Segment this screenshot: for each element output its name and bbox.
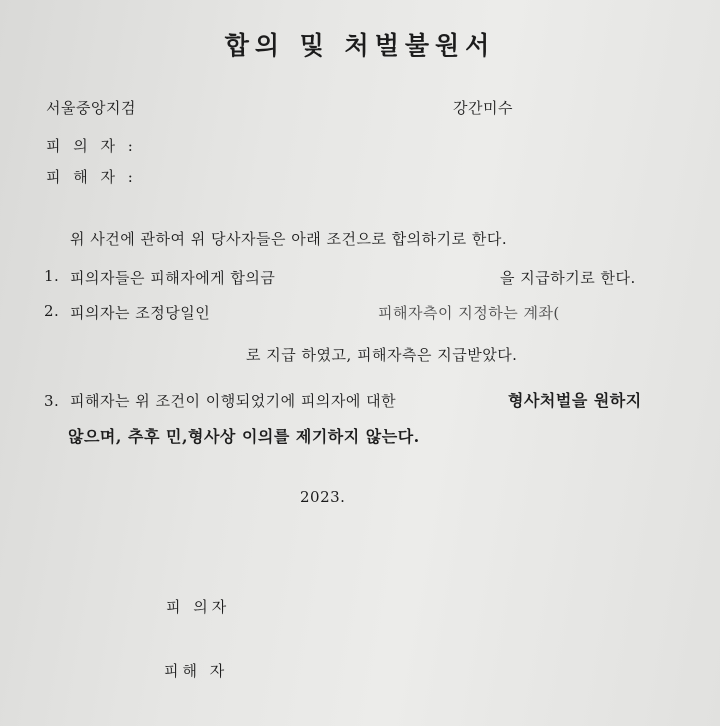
clause-1-number: 1. xyxy=(44,267,60,285)
case-type: 강간미수 xyxy=(453,99,513,117)
clause-3-number: 3. xyxy=(44,392,60,410)
document-title: 합의 및 처벌불원서 xyxy=(224,31,496,60)
clause-3-text: 피해자는 위 조건이 이행되었기에 피의자에 대한 xyxy=(70,392,397,410)
clause-3-bold-text-2: 않으며, 추후 민,형사상 이의를 제기하지 않는다. xyxy=(68,427,420,446)
clause-1-text: 피의자들은 피해자에게 합의금 xyxy=(70,269,276,287)
suspect-label: 피 의 자 : xyxy=(46,137,137,155)
clause-2-number: 2. xyxy=(44,302,60,320)
clause-2-text-account: 피해자측이 지정하는 계좌( xyxy=(378,304,560,322)
signature-victim: 피해 자 xyxy=(164,662,229,680)
court-name: 서울중앙지검 xyxy=(46,99,136,117)
victim-label: 피 해 자 : xyxy=(46,168,137,186)
clause-2-text-end: 로 지급 하였고, 피해자측은 지급받았다. xyxy=(246,346,518,364)
signature-suspect: 피 의자 xyxy=(166,598,231,616)
clause-2-text: 피의자는 조정당일인 xyxy=(70,304,211,322)
intro-sentence: 위 사건에 관하여 위 당사자들은 아래 조건으로 합의하기로 한다. xyxy=(70,230,508,248)
document-date: 2023. xyxy=(300,488,346,506)
clause-1-text-end: 을 지급하기로 한다. xyxy=(500,269,636,287)
clause-3-bold-text-1: 형사처벌을 원하지 xyxy=(508,391,642,410)
